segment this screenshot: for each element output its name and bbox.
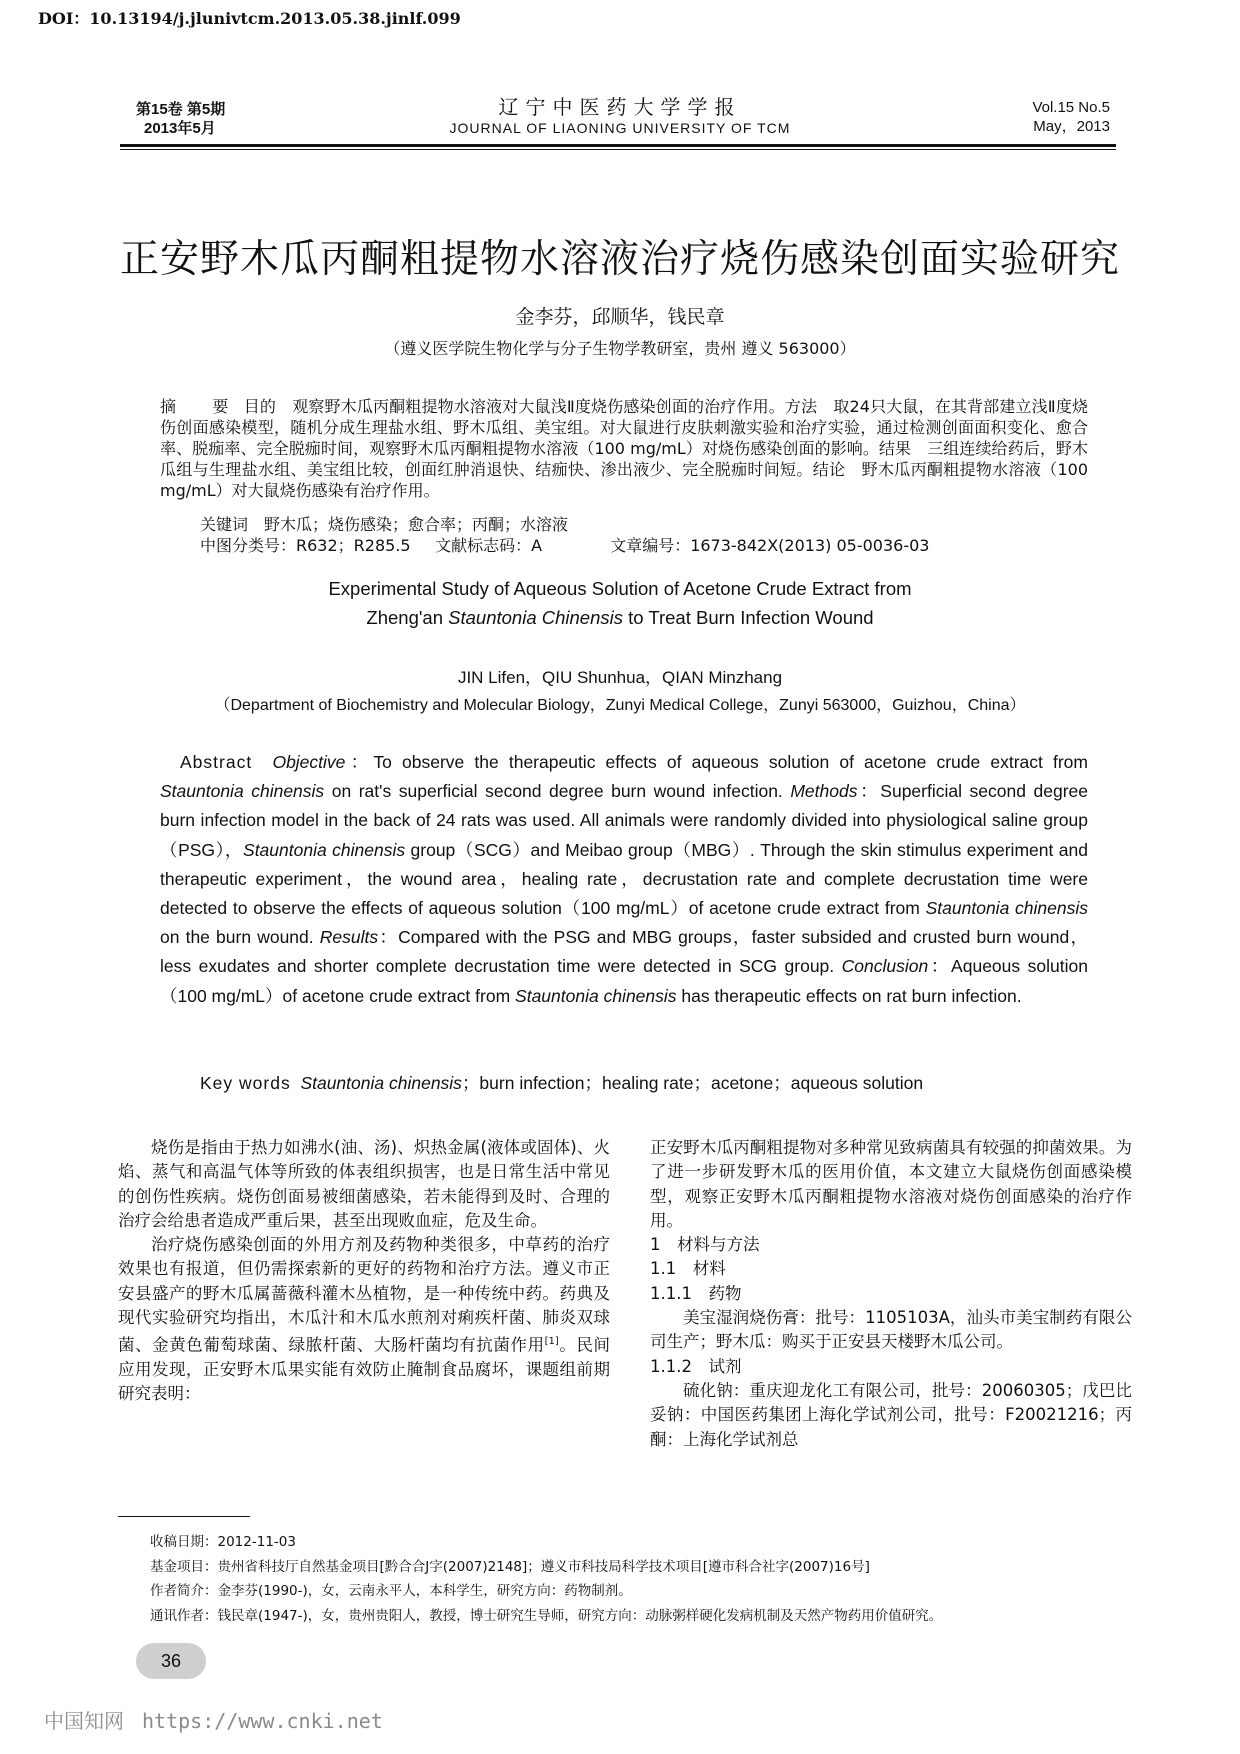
abstract-en-p7: ：Aqueous solution（100 mg/mL）of acetone crude extract from: [160, 956, 1088, 1006]
keywords-cn: 关键词 野木瓜；烧伤感染；愈合率；丙酮；水溶液: [200, 515, 569, 534]
footer-watermark: [44, 1705, 383, 1734]
classification: [200, 535, 1100, 556]
journal-title-en: JOURNAL OF LIAONING UNIVERSITY OF TCM: [449, 120, 791, 136]
article-number: 文章编号：1673-842X(2013) 05-0036-03: [610, 536, 930, 555]
species-3: Stauntonia chinensis: [925, 898, 1089, 919]
abstract-en-p1: ：To observe the therapeutic effects of aqueous solution of acetone crude extract from: [345, 752, 1088, 772]
header-date-cn: 2013年5月: [144, 120, 216, 137]
abstract-cn-text: 目的 观察野木瓜丙酮粗提物水溶液对大鼠浅Ⅱ度烧伤感染创面的治疗作用。方法 取24只大鼠，在其背部建立浅Ⅱ度烧伤创面感染模型，随机分成生理盐水组、野木瓜组、美宝组。对大鼠进行皮肤刺激实验和治疗实验，通过检测创面面积变化、愈合率、脱痂率、完全脱痂时间，观察野木瓜丙酮粗提物水溶液（100 mg/mL）对烧伤感染创面的影响。结果 三组连续给药后，野木瓜组与生理盐水组、美宝组比较，创面红肿消退快、结痂快、渗出液少、完全脱痂时间短。结论 野木瓜丙酮粗提物水溶液（100 mg/mL）对大鼠烧伤感染有治疗作用。: [160, 397, 1088, 500]
reference-marker: [1]: [544, 1336, 559, 1348]
section-heading: 1.1.2 试剂: [650, 1356, 742, 1376]
footnote-received: 收稿日期：2012-11-03: [150, 1534, 296, 1550]
body-paragraph: 烧伤是指由于热力如沸水(油、汤)、炽热金属(液体或固体)、火焰、蒸气和高温气体等所致的体表组织损害，也是日常生活中常见的创伤性疾病。烧伤创面易被细菌感染，若未能得到及时、合理的治疗会给患者造成严重后果，甚至出现败血症，危及生命。: [118, 1138, 610, 1230]
header-right: [960, 98, 1110, 136]
journal-title-cn: 辽宁中医药大学学报: [498, 97, 742, 119]
doi: DOI：10.13194/j.jlunivtcm.2013.05.38.jinlf.099: [38, 9, 461, 28]
abstract-en-p2: on rat's superficial second degree burn wound infection.: [324, 781, 791, 802]
abstract-en: [160, 748, 1088, 1011]
affiliation-en: （Department of Biochemistry and Molecular Biology，Zunyi Medical College，Zunyi 563000，Guizhou，China）: [214, 697, 1026, 714]
methods-label: Methods: [790, 781, 858, 802]
body-column-right: [650, 1136, 1132, 1452]
keywords-en-species: Stauntonia chinensis: [300, 1073, 462, 1093]
abstract-cn: [160, 396, 1088, 501]
species-2: Stauntonia chinensis: [243, 839, 406, 860]
abstract-en-p4: group（SCG）and Meibao group（MBG）. Through the skin stimulus experiment and therapeutic experiment，the wound area，healing rate，decrustation rate and complete decrustation time were detected to observe the effects of aqueous solution（100 mg/mL）of acetone crude extract from: [160, 839, 1088, 919]
authors-cn: 金李芬，邱顺华，钱民章: [515, 306, 725, 328]
results-label: Results: [319, 927, 379, 948]
footnote-author: 作者简介：金李芬(1990-)，女，云南永平人，本科学生，研究方向：药物制剂。: [150, 1583, 632, 1599]
footnote-corresponding: 通讯作者：钱民章(1947-)，女，贵州贵阳人，教授，博士研究生导师，研究方向：动脉粥样硬化发病机制及天然产物药用价值研究。: [150, 1607, 943, 1624]
footer-site-name: 中国知网: [44, 1709, 124, 1733]
header-rule-thin: [120, 149, 1116, 150]
body-paragraph: 正安野木瓜丙酮粗提物对多种常见致病菌具有较强的抑菌效果。为了进一步研发野木瓜的医用价值，本文建立大鼠烧伤创面感染模型，观察正安野木瓜丙酮粗提物水溶液对烧伤创面感染的治疗作用。: [650, 1138, 1132, 1230]
header-left: [136, 100, 225, 138]
title-en-line2: [0, 603, 1240, 632]
body-text: 治疗烧伤感染创面的外用方剂及药物种类很多，中草药的治疗效果也有报道，但仍需探索新的更好的药物和治疗方法。遵义市正安县盛产的野木瓜属蔷薇科灌木丛植物，是一种传统中药。药典及现代实验研究均指出，木瓜汁和木瓜水煎剂对痢疾杆菌、肺炎双球菌、金黄色葡萄球菌、绿脓杆菌、大肠杆菌均有抗菌作用: [118, 1235, 610, 1355]
section-heading: 1.1 材料: [650, 1259, 726, 1279]
keywords-en: [200, 1070, 923, 1095]
keywords-en-label: Key words: [200, 1073, 291, 1093]
footnote-rule: [118, 1516, 250, 1517]
footer-url: https://www.cnki.net: [142, 1709, 383, 1733]
header-vol-issue-cn: 第15卷 第5期: [136, 101, 226, 118]
abstract-cn-label: 摘 要: [160, 397, 239, 416]
body-text: 。民间应用发现，正安野木瓜果实能有效防止腌制食品腐坏，课题组前期研究表明：: [118, 1335, 611, 1404]
keywords-en-rest: ；burn infection；healing rate；acetone；aqueous solution: [461, 1073, 924, 1093]
title-en-line1: Experimental Study of Aqueous Solution of Acetone Crude Extract from: [328, 578, 912, 599]
footnotes: [150, 1530, 1110, 1628]
section-heading: 1.1.1 药物: [650, 1283, 742, 1303]
header-journal: [430, 96, 810, 136]
header-vol-issue-en: Vol.15 No.5: [1032, 99, 1110, 116]
clc-number: 中图分类号：R632；R285.5: [200, 536, 411, 555]
affiliation-cn: （遵义医学院生物化学与分子生物学教研室，贵州 遵义 563000）: [384, 339, 856, 358]
conclusion-label: Conclusion: [841, 956, 929, 977]
doc-code: 文献标志码：A: [435, 536, 543, 555]
species-1: Stauntonia chinensis: [160, 781, 325, 802]
species-4: Stauntonia chinensis: [515, 985, 677, 1006]
abstract-en-p3: ：Superficial second degree burn infection model in the back of 24 rats was used. All animals were randomly divided into physiological saline group（PSG），: [160, 781, 1088, 860]
authors-en: JIN Lifen，QIU Shunhua，QIAN Minzhang: [457, 668, 783, 687]
body-column-left: [118, 1136, 610, 1407]
abstract-en-p8: has therapeutic effects on rat burn infection.: [676, 985, 1022, 1006]
page-number: 36: [136, 1643, 206, 1679]
paper-title-cn: 正安野木瓜丙酮粗提物水溶液治疗烧伤感染创面实验研究: [119, 237, 1120, 282]
paper-title-en: [0, 574, 1240, 632]
header-date-en: May，2013: [1033, 118, 1110, 135]
body-paragraph: [118, 1233, 610, 1407]
abstract-en-p6: ：Compared with the PSG and MBG groups，faster subsided and crusted burn wound，less exudates and shorter complete decrustation time were detected in SCG group.: [160, 927, 1088, 977]
title-en-species: Stauntonia Chinensis: [448, 607, 623, 628]
section-heading: 1 材料与方法: [650, 1235, 760, 1255]
objective-label: Objective: [272, 752, 346, 772]
title-en-post: to Treat Burn Infection Wound: [622, 607, 874, 628]
body-paragraph: 硫化钠：重庆迎龙化工有限公司，批号：20060305；戊巴比妥钠：中国医药集团上海化学试剂公司，批号：F20021216；丙酮：上海化学试剂总: [650, 1380, 1132, 1449]
title-en-pre: Zheng'an: [366, 607, 449, 628]
header-rule: [120, 144, 1116, 147]
footnote-fund: 基金项目：贵州省科技厅自然基金项目[黔合合J字(2007)2148]；遵义市科技局科学技术项目[遵市科合社字(2007)16号]: [150, 1558, 870, 1575]
abstract-en-label: Abstract: [180, 752, 253, 772]
abstract-en-p5: on the burn wound.: [160, 927, 320, 948]
body-paragraph: 美宝湿润烧伤膏：批号：1105103A，汕头市美宝制药有限公司生产；野木瓜：购买于正安县天楼野木瓜公司。: [650, 1308, 1132, 1352]
